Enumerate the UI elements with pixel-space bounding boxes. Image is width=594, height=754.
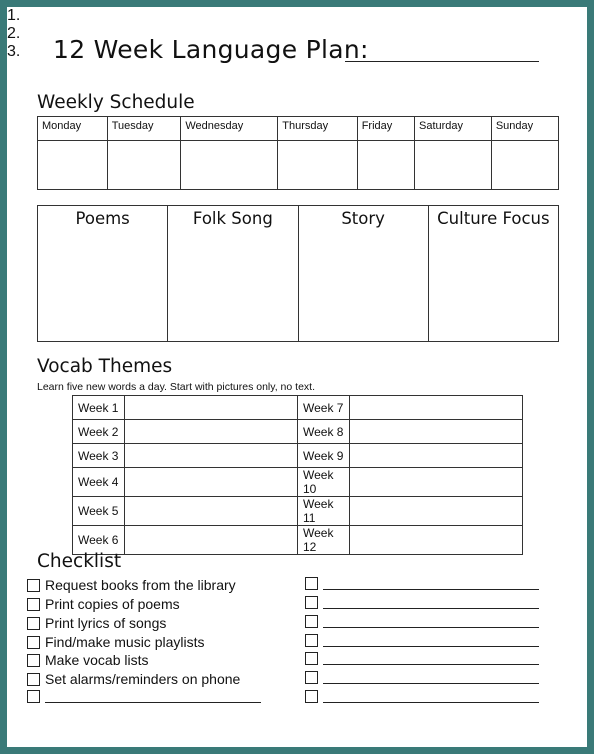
week-label: Week 1 [73, 396, 125, 420]
checklist-item-blank [305, 596, 539, 609]
week-label: Week 6 [73, 526, 125, 555]
checkbox[interactable] [27, 690, 40, 703]
title-blank-line [345, 61, 539, 62]
media-column-folk-song[interactable] [168, 206, 298, 342]
theme-cell[interactable] [350, 444, 523, 468]
checkbox[interactable] [305, 577, 318, 590]
theme-cell[interactable] [350, 468, 523, 497]
checklist-item-blank [27, 690, 261, 703]
checklist-item [27, 577, 236, 593]
table-row [73, 497, 523, 526]
blank-line[interactable] [45, 691, 261, 703]
checklist-item-blank [305, 634, 539, 647]
checkbox[interactable] [305, 690, 318, 703]
blank-line[interactable] [323, 672, 539, 684]
week-label: Week 9 [298, 444, 350, 468]
media-column-label: Story [341, 209, 385, 228]
theme-cell[interactable] [125, 444, 298, 468]
checkbox[interactable] [305, 671, 318, 684]
checkbox[interactable] [305, 652, 318, 665]
day-cell[interactable] [107, 141, 181, 190]
day-header-monday: Monday [38, 117, 108, 141]
day-header-saturday: Saturday [415, 117, 492, 141]
week-label: Week 10 [298, 468, 350, 497]
vocab-table [72, 395, 523, 555]
day-header-tuesday: Tuesday [107, 117, 181, 141]
checklist-item-label: Make vocab lists [45, 652, 149, 668]
checklist-item-blank [305, 577, 539, 590]
table-row [73, 420, 523, 444]
checklist-item-label: Find/make music playlists [45, 634, 205, 650]
checkbox[interactable] [27, 579, 40, 592]
media-column-culture-focus[interactable] [428, 206, 558, 342]
poem-number: 2. [7, 25, 21, 42]
day-header-friday: Friday [357, 117, 414, 141]
weekly-schedule-heading: Weekly Schedule [37, 92, 195, 113]
table-row [73, 468, 523, 497]
day-cell[interactable] [181, 141, 278, 190]
checklist-item-label: Set alarms/reminders on phone [45, 671, 241, 687]
week-label: Week 5 [73, 497, 125, 526]
theme-cell[interactable] [125, 468, 298, 497]
checkbox[interactable] [27, 598, 40, 611]
day-cell[interactable] [278, 141, 357, 190]
checklist-item [27, 671, 240, 687]
checklist-item-blank [305, 671, 539, 684]
day-cell[interactable] [357, 141, 414, 190]
weekly-schedule-table [37, 116, 559, 190]
checkbox[interactable] [305, 634, 318, 647]
worksheet-page [7, 7, 587, 747]
day-cell[interactable] [38, 141, 108, 190]
checklist-item-blank [305, 690, 539, 703]
week-label: Week 4 [73, 468, 125, 497]
media-column-label: Folk Song [192, 209, 273, 228]
week-label: Week 12 [298, 526, 350, 555]
blank-line[interactable] [323, 597, 539, 609]
theme-cell[interactable] [125, 420, 298, 444]
checklist-item [27, 634, 205, 650]
media-column-label: Poems [75, 209, 130, 228]
theme-cell[interactable] [350, 420, 523, 444]
media-column-poems[interactable] [38, 206, 168, 342]
table-row [73, 444, 523, 468]
blank-line[interactable] [323, 653, 539, 665]
day-cell[interactable] [415, 141, 492, 190]
week-label: Week 3 [73, 444, 125, 468]
checkbox[interactable] [305, 596, 318, 609]
checklist-item-blank [305, 615, 539, 628]
theme-cell[interactable] [350, 396, 523, 420]
day-header-sunday: Sunday [491, 117, 558, 141]
poem-number: 3. [7, 43, 21, 60]
theme-cell[interactable] [125, 396, 298, 420]
checkbox[interactable] [27, 673, 40, 686]
table-row [73, 396, 523, 420]
checklist-item [27, 615, 166, 631]
checkbox[interactable] [27, 636, 40, 649]
day-header-thursday: Thursday [278, 117, 357, 141]
poem-number: 1. [7, 7, 21, 24]
media-column-label: Culture Focus [437, 209, 550, 228]
checkbox[interactable] [305, 615, 318, 628]
theme-cell[interactable] [350, 497, 523, 526]
checklist-item [27, 652, 148, 668]
checklist-item-blank [305, 652, 539, 665]
media-column-story[interactable] [298, 206, 428, 342]
week-label: Week 2 [73, 420, 125, 444]
blank-line[interactable] [323, 578, 539, 590]
day-cell[interactable] [491, 141, 558, 190]
checklist-item-label: Request books from the library [45, 577, 236, 593]
vocab-themes-heading: Vocab Themes [37, 356, 173, 377]
theme-cell[interactable] [350, 526, 523, 555]
vocab-note: Learn five new words a day. Start with pictures only, no text. [37, 381, 315, 393]
media-table [37, 205, 559, 342]
week-label: Week 8 [298, 420, 350, 444]
table-row [73, 526, 523, 555]
checklist-item-label: Print copies of poems [45, 596, 180, 612]
checkbox[interactable] [27, 654, 40, 667]
day-header-wednesday: Wednesday [181, 117, 278, 141]
blank-line[interactable] [323, 635, 539, 647]
blank-line[interactable] [323, 691, 539, 703]
page-title: 12 Week Language Plan: [53, 35, 369, 64]
checklist-item [27, 596, 180, 612]
checklist-heading: Checklist [37, 551, 122, 572]
theme-cell[interactable] [125, 526, 298, 555]
week-label: Week 7 [298, 396, 350, 420]
theme-cell[interactable] [125, 497, 298, 526]
blank-line[interactable] [323, 616, 539, 628]
week-label: Week 11 [298, 497, 350, 526]
checklist-item-label: Print lyrics of songs [45, 615, 167, 631]
checkbox[interactable] [27, 617, 40, 630]
